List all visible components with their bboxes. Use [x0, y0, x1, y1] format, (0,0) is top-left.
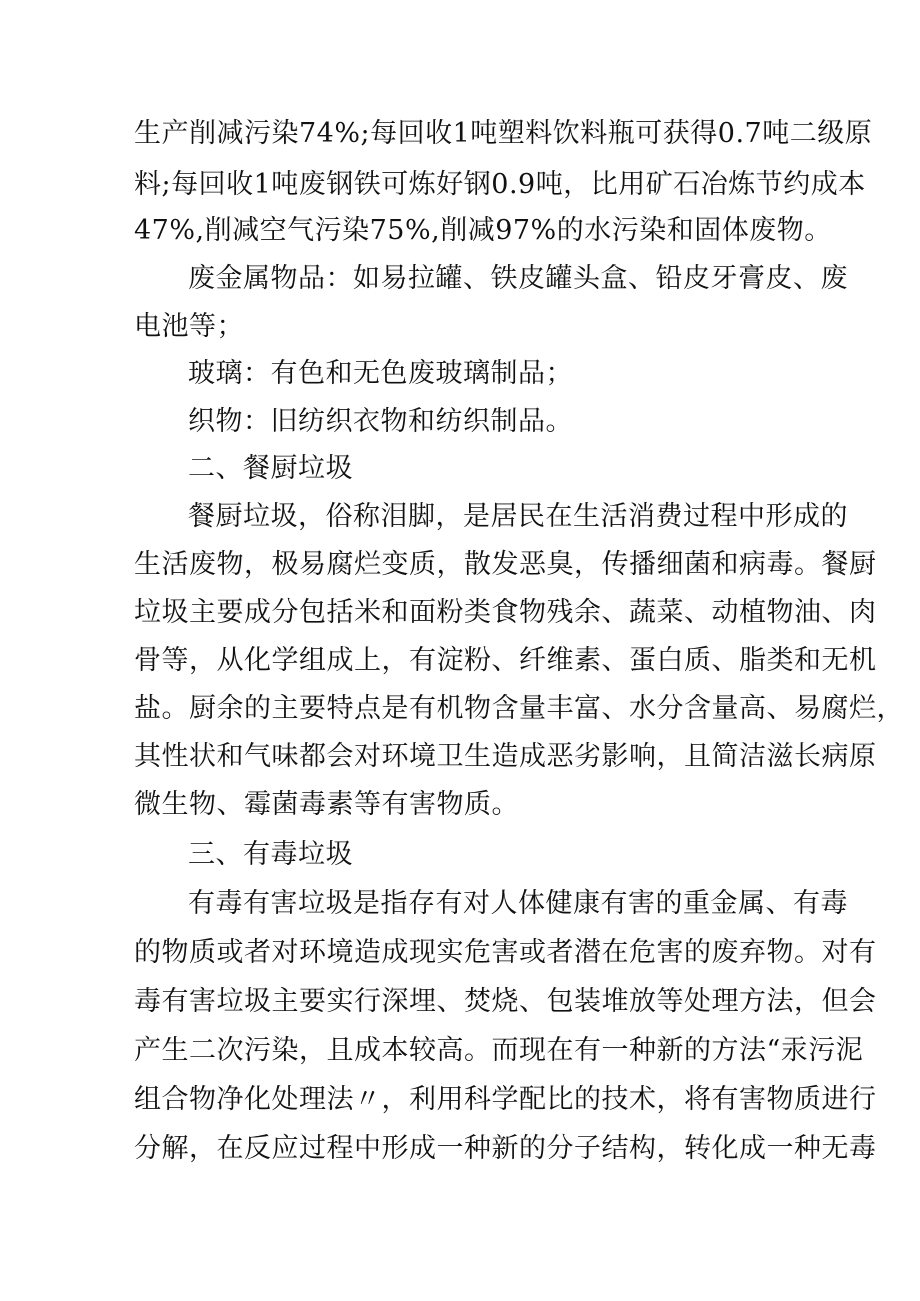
- text-line: 的物质或者对环境造成现实危害或者潜在危害的废弃物。对有: [134, 937, 877, 968]
- text-line: 组合物净化处理法〃，利用科学配比的技术，将有害物质进行: [134, 1084, 877, 1115]
- text-line: 织物：旧纺织衣物和纺织制品。: [188, 406, 573, 437]
- text-line: 废金属物品：如易拉罐、铁皮罐头盒、铅皮牙膏皮、废: [188, 263, 848, 294]
- text-line: 生产削减污染74%;每回收1吨塑料饮料瓶可获得0.7吨二级原: [134, 118, 873, 149]
- text-line: 其性状和气味都会对环境卫生造成恶劣影响，且简洁滋长病原: [134, 741, 877, 772]
- text-line: 垃圾主要成分包括米和面粉类食物残余、蔬菜、动植物油、肉: [134, 597, 877, 628]
- text-line: 分解，在反应过程中形成一种新的分子结构，转化成一种无毒: [134, 1133, 877, 1164]
- section-heading: 二、餐厨垃圾: [188, 453, 353, 484]
- text-line: 毒有害垃圾主要实行深埋、焚烧、包装堆放等处理方法，但会: [134, 986, 877, 1017]
- text-line: 电池等；: [134, 311, 244, 342]
- text-line: 盐。厨余的主要特点是有机物含量丰富、水分含量高、易腐烂，: [134, 693, 904, 724]
- text-line: 微生物、霉菌毒素等有害物质。: [134, 789, 519, 820]
- text-line: 有毒有害垃圾是指存有对人体健康有害的重金属、有毒: [188, 888, 848, 919]
- section-heading: 三、有毒垃圾: [188, 839, 353, 870]
- text-line: 产生二次污染，且成本较高。而现在有一种新的方法“汞污泥: [134, 1035, 864, 1066]
- text-line: 47%,削减空气污染75%,削减97%的水污染和固体废物。: [134, 215, 832, 246]
- text-line: 生活废物，极易腐烂变质，散发恶臭，传播细菌和病毒。餐厨: [134, 549, 877, 580]
- text-line: 骨等，从化学组成上，有淀粉、纤维素、蛋白质、脂类和无机: [134, 645, 877, 676]
- text-line: 餐厨垃圾，俗称泪脚，是居民在生活消费过程中形成的: [188, 501, 848, 532]
- text-line: 玻璃：有色和无色废玻璃制品；: [188, 358, 573, 389]
- text-line: 料;每回收1吨废钢铁可炼好钢0.9吨，比用矿石冶炼节约成本: [134, 169, 866, 200]
